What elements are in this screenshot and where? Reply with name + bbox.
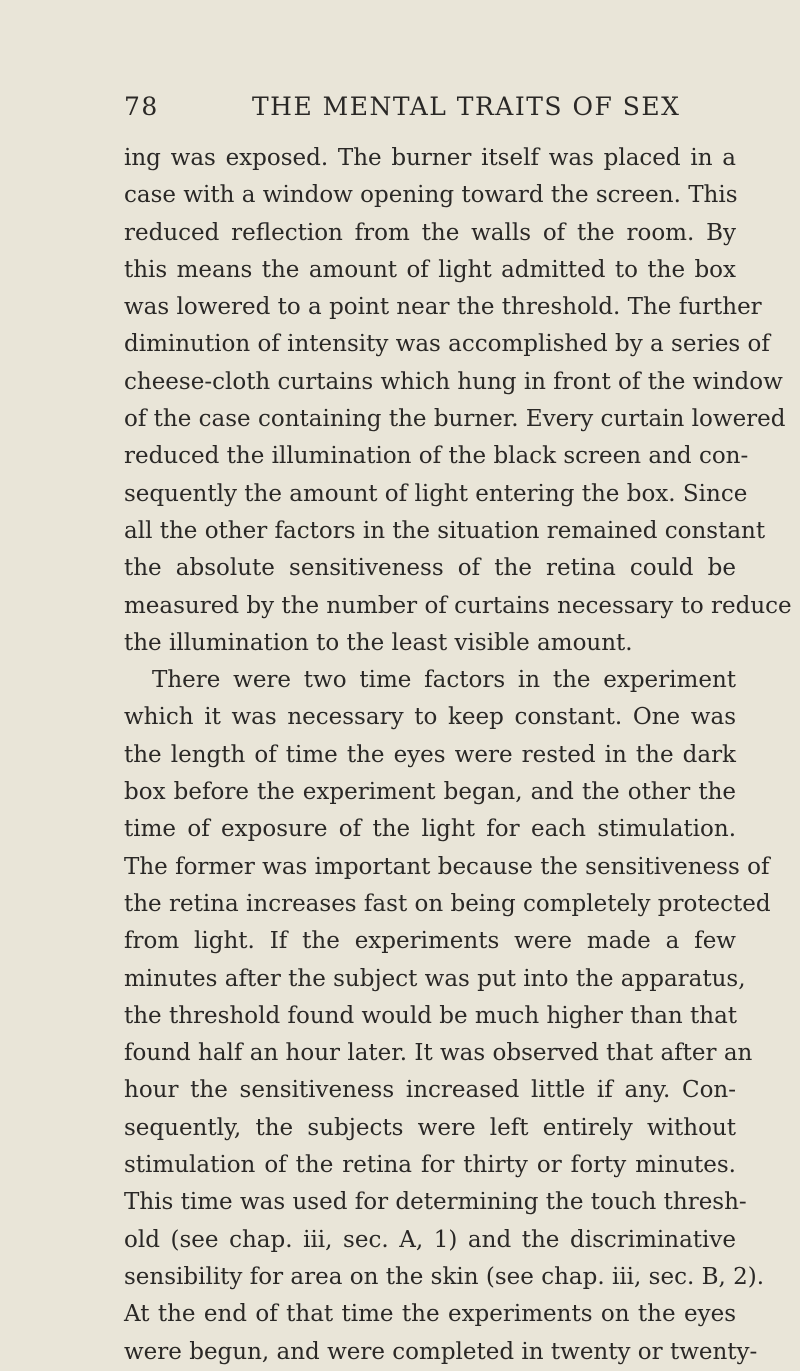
running-head [124,92,744,132]
text-line: stimulation of the retina for thirty or forty minutes. [124,1152,736,1179]
text-line: reduced the illumination of the black screen and con- [124,443,749,470]
text-line: the absolute sensitiveness of the retina could be [124,555,736,582]
text-line: sequently, the subjects were left entirely without [124,1114,736,1141]
paragraph-end-line: the illumination to the least visible amount. [124,629,633,656]
text-line: The former was important because the sensitiveness of [124,853,770,880]
text-line: box before the experiment began, and the other the [124,779,736,806]
text-line: At the end of that time the experiments on the eyes [124,1301,736,1328]
text-line: cheese-cloth curtains which hung in front of the window [124,368,783,395]
text-line: This time was used for determining the touch thresh- [124,1189,747,1216]
text-line: hour the sensitiveness increased little if any. Con- [124,1077,736,1104]
text-line: reduced reflection from the walls of the room. By [124,219,736,246]
page-number: 78 [124,92,159,121]
text-line: the threshold found would be much higher than that [124,1002,738,1029]
text-line: case with a window opening toward the screen. This [124,182,738,209]
text-line: all the other factors in the situation remained constant [124,517,766,544]
body-text [124,140,792,1371]
text-line: the length of time the eyes were rested in the dark [124,741,736,768]
text-line: sensibility for area on the skin (see chap. iii, sec. B, 2). [124,1263,765,1290]
text-line: sequently the amount of light entering the box. Since [124,480,748,507]
text-line: the retina increases fast on being completely protected [124,890,771,917]
text-line: this means the amount of light admitted to the box [124,256,736,283]
paragraph-start-line: There were two time factors in the experiment [152,667,736,694]
text-line: minutes after the subject was put into the apparatus, [124,965,746,992]
text-line: found half an hour later. It was observed that after an [124,1040,753,1067]
text-line: from light. If the experiments were made a few [124,928,736,955]
text-line: which it was necessary to keep constant. One was [124,704,736,731]
text-line: time of exposure of the light for each stimulation. [124,816,736,843]
text-line: measured by the number of curtains necessary to reduce [124,592,792,619]
text-line: old (see chap. iii, sec. A, 1) and the discriminative [124,1226,736,1253]
text-line: of the case containing the burner. Every curtain lowered [124,406,786,433]
text-line: diminution of intensity was accomplished by a series of [124,331,770,358]
text-line: ing was exposed. The burner itself was placed in a [124,145,736,171]
text-line: were begun, and were completed in twenty or twenty- [124,1338,758,1365]
text-line: was lowered to a point near the threshold. The further [124,294,762,321]
running-head-title: THE MENTAL TRAITS OF SEX [252,92,681,121]
